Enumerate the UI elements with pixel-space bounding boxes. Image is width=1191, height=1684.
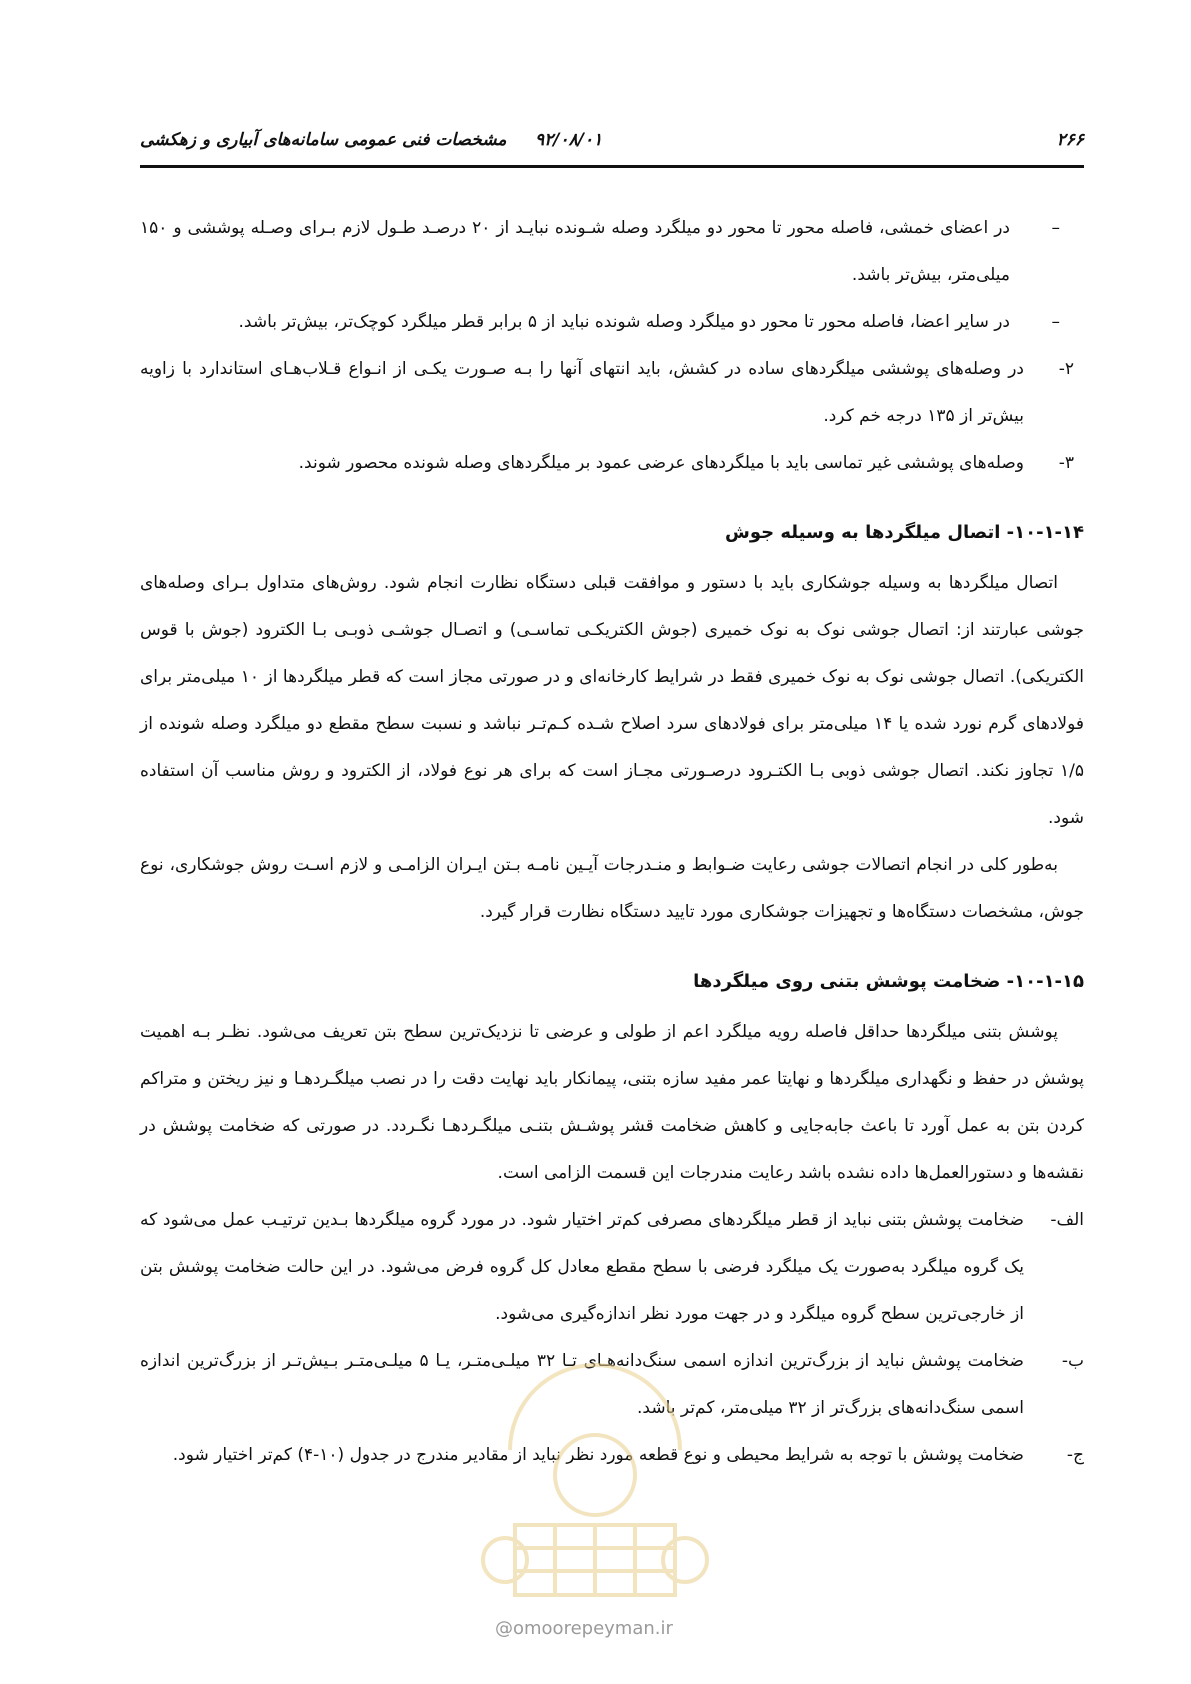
paragraph: پوشش بتنی میلگردها حداقل فاصله رویه میلگرد اعم از طولی و عرضی تا نزدیک‌ترین سطح بتن تعریف می‌شود. نظـر بـه اهمیت پوشش در حفظ و نگهداری میلگردها و نهایتا عمر مفید سازه بتنی، پیمانکار باید نهایت دقت را در نصب میلگـردهـا و نیز ریختن و متراکم کردن بتن به عمل آورد تا باعث جابه‌جایی و کاهش ضخامت قشر پوشـش بتنـی میلگـردهـا نگـردد. در صورتی که ضخامت پوشش در نقشه‌ها و دستورالعمل‌ها داده نشده باشد رعایت مندرجات این قسمت الزامی است. [140, 1022, 1084, 1183]
list-item-text: وصله‌های پوششی غیر تماسی باید با میلگردهای عرضی عمود بر میلگردهای وصله شونده محصور شوند. [298, 453, 1024, 473]
list-item [140, 299, 1070, 346]
list-item-mark: – [1051, 312, 1060, 332]
list-item-text: در سایر اعضا، فاصله محور تا محور دو میلگرد وصله شونده نباید از ۵ برابر قطر میلگرد کوچک‌تر، بیش‌تر باشد. [238, 312, 1010, 332]
list-item-mark: ۲- [1058, 359, 1074, 379]
list-item-text: در وصله‌های پوششی میلگردهای ساده در کشش، باید انتهای آنها را بـه صـورت یکـی از انـواع قـلاب‌هـای استاندارد با زاویه بیش‌تر از ۱۳۵ درجه خم کرد. [140, 359, 1024, 426]
header-rule [140, 165, 1084, 168]
page-content [140, 205, 1084, 1479]
header-title: مشخصات فنی عمومی سامانه‌های آبیاری و زهکشی [140, 130, 507, 150]
list-item-mark: ج- [1066, 1445, 1084, 1465]
watermark-site: @omoorepeyman.ir [495, 1618, 673, 1639]
list-item-text: ضخامت پوشش نباید از بزرگ‌ترین اندازه اسمی سنگ‌دانه‌هـای تـا ۳۲ میلـی‌متـر، یـا ۵ میلـی‌متـر بـیش‌تـر از بزرگ‌ترین اندازه اسمی سنگ‌دانه‌های بزرگ‌تر از ۳۲ میلی‌متر، کم‌تر باشد. [140, 1351, 1024, 1418]
page-header [140, 130, 1084, 166]
list-item-mark: ب- [1061, 1351, 1084, 1371]
list-item-mark: الف- [1050, 1210, 1084, 1230]
section-heading-welding: ۱۰-۱-۱۴- اتصال میلگردها به وسیله جوش [725, 522, 1084, 543]
list-item-mark: – [1051, 218, 1060, 238]
paragraph: به‌طور کلی در انجام اتصالات جوشی رعایت ضـوابط و منـدرجات آیـین نامـه بـتن ایـران الزامـی و لازم اسـت روش جوشکاری، نوع جوش، مشخصات دستگاه‌ها و تجهیزات جوشکاری مورد تایید دستگاه نظارت قرار گیرد. [140, 855, 1084, 922]
header-date: ۹۲/۰۸/۰۱ [535, 130, 603, 150]
watermark-logo [470, 1355, 720, 1615]
list-item-text: ضخامت پوشش با توجه به شرایط محیطی و نوع قطعه مورد نظر نباید از مقادیر مندرج در جدول (۱۰-۴) کم‌تر اختیار شود. [172, 1445, 1024, 1465]
list-item-mark: ۳- [1058, 453, 1074, 473]
paragraph: اتصال میلگردها به وسیله جوشکاری باید با دستور و موافقت قبلی دستگاه نظارت انجام شود. روش‌های متداول بـرای وصله‌های جوشی عبارتند از: اتصال جوشی نوک به نوک خمیری (جوش الکتریکـی تماسـی) و اتصـال جوشـی ذوبـی بـا الکترود (جوش با قوس الکتریکی). اتصال جوشی نوک به نوک خمیری فقط در شرایط کارخانه‌ای و در صورتی مجاز است که قطر میلگردها از ۱۰ میلی‌متر برای فولادهای گرم نورد شده یا ۱۴ میلی‌متر برای فولادهای سرد اصلاح شـده کـم‌تـر نباشد و نسبت سطح مقطع دو میلگرد وصله شونده از ۱/۵ تجاوز نکند. اتصال جوشی ذوبی بـا الکتـرود درصـورتی مجـاز است که برای هر نوع فولاد، از الکترود و روش مناسب آن استفاده شود. [140, 573, 1085, 828]
section-heading-cover-thickness: ۱۰-۱-۱۵- ضخامت پوشش بتنی روی میلگردها [693, 971, 1084, 992]
list-item [140, 205, 1070, 299]
list-item [140, 1197, 1084, 1338]
list-item-text: ضخامت پوشش بتنی نباید از قطر میلگردهای مصرفی کم‌تر اختیار شود. در مورد گروه میلگردها بـدین ترتیـب عمل می‌شود که یک گروه میلگرد به‌صورت یک میلگرد فرضی با سطح مقطع معادل کل گروه فرض می‌شود. در این حالت ضخامت پوشش بتن از خارجی‌ترین سطح گروه میلگرد و در جهت مورد نظر اندازه‌گیری می‌شود. [140, 1210, 1024, 1324]
page-number: ۲۶۶ [1056, 130, 1084, 150]
list-item [140, 440, 1084, 487]
list-item-text: در اعضای خمشی، فاصله محور تا محور دو میلگرد وصله شـونده نبایـد از ۲۰ درصـد طـول لازم بـرای وصـله پوششی و ۱۵۰ میلی‌متر، بیش‌تر باشد. [140, 218, 1010, 285]
list-item [140, 346, 1084, 440]
